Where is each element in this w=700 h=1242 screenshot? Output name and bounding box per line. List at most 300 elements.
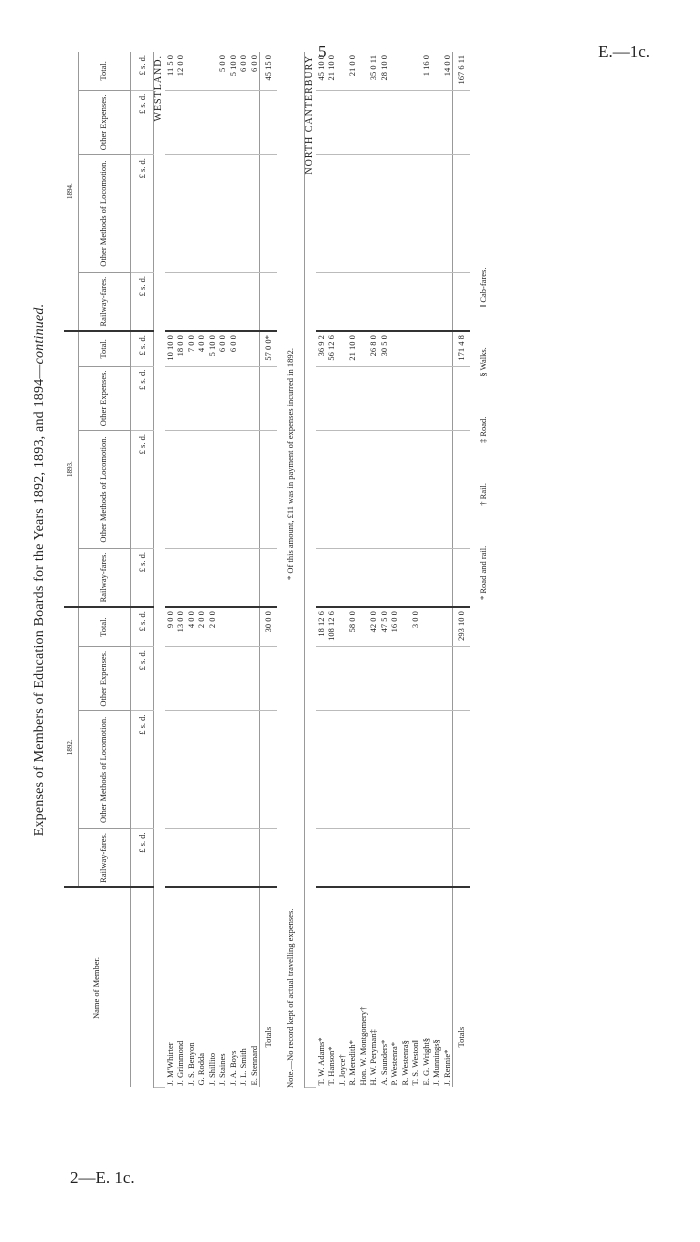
empty-cell — [410, 90, 421, 154]
units-row — [130, 52, 154, 1088]
footer-code: 2—E. 1c. — [70, 1168, 135, 1187]
empty-cell — [379, 829, 390, 888]
empty-cell — [400, 90, 411, 154]
empty-cell — [379, 366, 390, 430]
empty-cell — [400, 647, 411, 711]
table-row — [186, 52, 197, 1088]
westland-totals-row — [260, 52, 277, 1088]
empty-cell — [421, 647, 432, 711]
empty-cell — [186, 647, 197, 711]
empty-cell — [175, 273, 186, 332]
unit-cell: £ s. d. — [130, 829, 154, 888]
empty-cell — [368, 647, 379, 711]
empty-cell — [453, 548, 470, 607]
empty-cell — [421, 155, 432, 273]
empty-cell — [453, 273, 470, 332]
unit-cell: £ s. d. — [130, 90, 154, 154]
empty-cell — [442, 155, 453, 273]
total-1892: 42 0 0 — [368, 607, 379, 646]
empty-cell — [228, 431, 239, 549]
empty-cell — [337, 155, 348, 273]
totals-1893: 171 4 8 — [453, 331, 470, 366]
empty-cell — [453, 647, 470, 711]
empty-cell — [238, 548, 249, 607]
empty-cell — [249, 548, 260, 607]
member-name: T. Hanson* — [326, 1046, 336, 1086]
total-1892: 9 0 0 — [165, 607, 176, 646]
empty-cell — [316, 273, 327, 332]
north-canterbury-heading-row — [305, 52, 316, 1088]
empty-cell — [379, 711, 390, 829]
empty-cell — [389, 366, 400, 430]
empty-cell — [326, 647, 337, 711]
empty-cell — [421, 711, 432, 829]
total-1894: 21 0 0 — [347, 52, 358, 90]
empty-cell — [337, 647, 348, 711]
empty-cell — [228, 829, 239, 888]
empty-cell — [379, 548, 390, 607]
westland-heading-row — [154, 52, 165, 1088]
total-1893 — [358, 331, 369, 366]
table-row — [410, 52, 421, 1088]
empty-cell — [347, 431, 358, 549]
member-name: T. W. Adams* — [315, 1037, 326, 1086]
empty-cell — [249, 711, 260, 829]
empty-cell — [410, 273, 421, 332]
totals-label: Totals — [260, 888, 277, 1088]
empty-cell — [358, 431, 369, 549]
empty-cell — [431, 647, 442, 711]
total-1893 — [249, 331, 260, 366]
total-1892 — [431, 607, 442, 646]
expenses-table — [64, 52, 470, 1088]
empty-cell — [442, 273, 453, 332]
unit-cell: £ s. d. — [130, 647, 154, 711]
empty-cell — [165, 273, 176, 332]
total-1892 — [249, 607, 260, 646]
totals-1894: 45 15 0 — [260, 52, 277, 90]
empty-cell — [175, 829, 186, 888]
empty-cell — [165, 548, 176, 607]
table-row — [431, 52, 442, 1088]
rotated-table-page — [30, 40, 498, 1100]
total-1892 — [238, 607, 249, 646]
empty-cell — [175, 366, 186, 430]
empty-cell — [389, 155, 400, 273]
total-1892: 4 0 0 — [186, 607, 197, 646]
total-1893: 56 12 6 — [326, 331, 337, 366]
footnote: ‖ Cab-fares. — [478, 267, 488, 308]
empty-cell — [238, 431, 249, 549]
total-1892: 16 0 0 — [389, 607, 400, 646]
empty-cell — [238, 90, 249, 154]
empty-cell — [260, 273, 277, 332]
empty-cell — [316, 647, 327, 711]
empty-cell — [217, 366, 228, 430]
empty-cell — [217, 155, 228, 273]
unit-cell: £ s. d. — [130, 431, 154, 549]
empty-cell — [410, 366, 421, 430]
empty-cell — [431, 548, 442, 607]
empty-cell — [326, 90, 337, 154]
empty-cell — [217, 711, 228, 829]
total-1894: 5 0 0 — [217, 52, 228, 90]
total-1893: 4 0 0 — [196, 331, 207, 366]
totals-1892: 30 0 0 — [260, 607, 277, 646]
total-1894 — [431, 52, 442, 90]
empty-cell — [337, 273, 348, 332]
empty-cell — [249, 647, 260, 711]
empty-cell — [165, 711, 176, 829]
empty-cell — [175, 647, 186, 711]
empty-cell — [431, 90, 442, 154]
total-1894 — [196, 52, 207, 90]
empty-cell — [196, 829, 207, 888]
member-name: Hon. W. Montgomery† — [357, 1006, 368, 1086]
table-row — [249, 52, 260, 1088]
empty-cell — [228, 273, 239, 332]
empty-cell — [442, 829, 453, 888]
empty-cell — [165, 90, 176, 154]
empty-cell — [238, 273, 249, 332]
empty-cell — [410, 829, 421, 888]
empty-cell — [326, 711, 337, 829]
empty-cell — [358, 90, 369, 154]
empty-cell — [249, 366, 260, 430]
col-name-header: Name of Member. — [64, 888, 130, 1088]
empty-cell — [442, 647, 453, 711]
empty-cell — [316, 90, 327, 154]
empty-cell — [389, 711, 400, 829]
member-name: J. Rennie* — [441, 1049, 452, 1086]
total-1894: 6 0 0 — [238, 52, 249, 90]
total-1894 — [207, 52, 218, 90]
total-1894 — [358, 52, 369, 90]
empty-cell — [400, 829, 411, 888]
table-row — [368, 52, 379, 1088]
table-row — [442, 52, 453, 1088]
empty-cell — [228, 366, 239, 430]
member-name: J. Shillito — [206, 1052, 217, 1086]
col-locomotion-1893: Other Methods of Locomotion. — [78, 431, 130, 549]
empty-cell — [400, 366, 411, 430]
empty-cell — [347, 273, 358, 332]
total-1892: 3 0 0 — [410, 607, 421, 646]
empty-cell — [249, 90, 260, 154]
empty-cell — [217, 548, 228, 607]
empty-cell — [421, 366, 432, 430]
total-1893: 36 9 2 — [316, 331, 327, 366]
empty-cell — [207, 90, 218, 154]
empty-cell — [410, 647, 421, 711]
empty-cell — [347, 711, 358, 829]
unit-cell: £ s. d. — [130, 711, 154, 829]
table-row — [389, 52, 400, 1088]
empty-cell — [347, 155, 358, 273]
empty-cell — [316, 155, 327, 273]
table-row — [196, 52, 207, 1088]
empty-cell — [368, 155, 379, 273]
empty-cell — [260, 431, 277, 549]
empty-cell — [260, 548, 277, 607]
col-other-1892: Other Expenses. — [78, 647, 130, 711]
total-1892 — [337, 607, 348, 646]
empty-cell — [410, 431, 421, 549]
col-railway-1892: Railway-fares. — [78, 829, 130, 888]
empty-cell — [389, 90, 400, 154]
year-1892-header: 1892. — [64, 607, 78, 887]
member-name: G. Rodda — [196, 1052, 206, 1086]
empty-cell — [175, 548, 186, 607]
empty-cell — [368, 366, 379, 430]
empty-cell — [389, 548, 400, 607]
total-1893: 6 0 0 — [217, 331, 228, 366]
empty-cell — [410, 548, 421, 607]
footnotes — [478, 268, 488, 601]
member-name: R. Meredith* — [347, 1040, 357, 1086]
total-1893 — [400, 331, 411, 366]
empty-cell — [238, 155, 249, 273]
empty-cell — [379, 90, 390, 154]
empty-cell — [400, 273, 411, 332]
total-1892 — [400, 607, 411, 646]
member-name: J. L. Smith — [238, 1048, 248, 1086]
empty-cell — [453, 90, 470, 154]
empty-cell — [238, 711, 249, 829]
col-locomotion-1894: Other Methods of Locomotion. — [78, 155, 130, 273]
empty-cell — [316, 366, 327, 430]
table-row — [347, 52, 358, 1088]
empty-cell — [238, 829, 249, 888]
total-1893: 21 10 0 — [347, 331, 358, 366]
empty-cell — [186, 155, 197, 273]
table-row — [175, 52, 186, 1088]
empty-cell — [347, 90, 358, 154]
totals-1893: 57 0 0* — [260, 331, 277, 366]
empty-cell — [379, 273, 390, 332]
member-name: E. Stennard — [248, 1045, 259, 1086]
member-name: J. Staines — [217, 1053, 227, 1086]
table-row — [421, 52, 432, 1088]
empty-cell — [249, 155, 260, 273]
empty-cell — [337, 90, 348, 154]
empty-cell — [379, 647, 390, 711]
empty-cell — [186, 431, 197, 549]
empty-cell — [326, 829, 337, 888]
empty-cell — [442, 366, 453, 430]
table-row — [358, 52, 369, 1088]
empty-cell — [260, 647, 277, 711]
unit-cell: £ s. d. — [130, 331, 154, 366]
total-1892: 13 0 0 — [175, 607, 186, 646]
empty-cell — [389, 647, 400, 711]
empty-cell — [431, 366, 442, 430]
year-1893-header: 1893. — [64, 331, 78, 607]
total-1894: 5 10 0 — [228, 52, 239, 90]
empty-cell — [316, 711, 327, 829]
total-1894: 1 16 0 — [421, 52, 432, 90]
total-1892: 2 0 0 — [196, 607, 207, 646]
empty-cell — [186, 711, 197, 829]
empty-cell — [368, 90, 379, 154]
empty-cell — [207, 155, 218, 273]
empty-cell — [400, 431, 411, 549]
totals-1894: 167 6 11 — [453, 52, 470, 90]
empty-cell — [217, 90, 228, 154]
footnote: § Walks. — [478, 347, 488, 377]
member-name: J. Joyce† — [336, 1054, 347, 1086]
empty-cell — [196, 711, 207, 829]
table-row — [379, 52, 390, 1088]
empty-cell — [260, 90, 277, 154]
total-1894: 11 5 0 — [165, 52, 176, 90]
empty-cell — [347, 548, 358, 607]
empty-cell — [260, 711, 277, 829]
total-1894: 12 0 0 — [175, 52, 186, 90]
empty-cell — [358, 647, 369, 711]
empty-cell — [431, 155, 442, 273]
total-1894: 45 10 0 — [316, 52, 327, 90]
north-canterbury-heading: NORTH CANTERBURY — [305, 52, 316, 1088]
col-railway-1894: Railway-fares. — [78, 273, 130, 332]
empty-cell — [410, 155, 421, 273]
empty-cell — [186, 273, 197, 332]
total-1892 — [421, 607, 432, 646]
col-other-1893: Other Expenses. — [78, 366, 130, 430]
empty-cell — [207, 366, 218, 430]
unit-cell: £ s. d. — [130, 52, 154, 90]
empty-cell — [249, 273, 260, 332]
empty-cell — [207, 829, 218, 888]
empty-cell — [358, 273, 369, 332]
empty-cell — [431, 431, 442, 549]
col-locomotion-1892: Other Methods of Locomotion. — [78, 711, 130, 829]
empty-cell — [326, 548, 337, 607]
empty-cell — [453, 829, 470, 888]
empty-cell — [316, 431, 327, 549]
total-1893 — [389, 331, 400, 366]
empty-cell — [207, 711, 218, 829]
total-1893: 10 10 0 — [165, 331, 176, 366]
col-other-1894: Other Expenses. — [78, 90, 130, 154]
empty-cell — [175, 711, 186, 829]
empty-cell — [249, 829, 260, 888]
total-1893 — [442, 331, 453, 366]
empty-cell — [358, 829, 369, 888]
empty-cell — [442, 90, 453, 154]
title-continued: continued. — [32, 303, 47, 365]
empty-cell — [431, 273, 442, 332]
empty-cell — [196, 90, 207, 154]
total-1892: 58 0 0 — [347, 607, 358, 646]
table-row — [217, 52, 228, 1088]
empty-cell — [347, 829, 358, 888]
footnote: † Rail. — [478, 483, 488, 506]
total-1894 — [337, 52, 348, 90]
empty-cell — [175, 155, 186, 273]
empty-cell — [326, 273, 337, 332]
page-number: 5 — [318, 42, 327, 61]
unit-cell: £ s. d. — [130, 366, 154, 430]
totals-1892: 293 10 0 — [453, 607, 470, 646]
empty-cell — [196, 155, 207, 273]
total-1892: 47 5 0 — [379, 607, 390, 646]
total-1893: 30 5 0 — [379, 331, 390, 366]
total-1894: 6 0 0 — [249, 52, 260, 90]
empty-cell — [196, 647, 207, 711]
empty-cell — [217, 829, 228, 888]
empty-cell — [186, 366, 197, 430]
empty-cell — [421, 273, 432, 332]
empty-cell — [421, 90, 432, 154]
empty-cell — [207, 431, 218, 549]
total-1894 — [400, 52, 411, 90]
westland-footnote: * Of this amount, £11 was in payment of expenses incurred in 1892. — [285, 348, 295, 580]
unit-cell: £ s. d. — [130, 548, 154, 607]
total-1894 — [410, 52, 421, 90]
empty-cell — [421, 431, 432, 549]
total-1893 — [431, 331, 442, 366]
empty-cell — [316, 829, 327, 888]
total-1892 — [217, 607, 228, 646]
table-title — [32, 40, 48, 1100]
totals-label: Totals — [453, 888, 470, 1088]
empty-cell — [207, 647, 218, 711]
member-name: T. S. Weston‖ — [410, 1040, 420, 1086]
empty-cell — [337, 431, 348, 549]
empty-cell — [207, 273, 218, 332]
empty-cell — [337, 711, 348, 829]
total-1893: 5 10 0 — [207, 331, 218, 366]
col-railway-1893: Railway-fares. — [78, 548, 130, 607]
empty-cell — [337, 548, 348, 607]
document-code: E.—1c. — [598, 42, 650, 61]
empty-cell — [186, 829, 197, 888]
total-1894 — [389, 52, 400, 90]
empty-cell — [389, 431, 400, 549]
total-1893 — [337, 331, 348, 366]
empty-cell — [175, 90, 186, 154]
member-name: J. M'Whirter — [164, 1042, 175, 1086]
total-1893 — [421, 331, 432, 366]
total-1894: 35 0 11 — [368, 52, 379, 90]
empty-cell — [368, 829, 379, 888]
total-1893: 7 0 0 — [186, 331, 197, 366]
empty-cell — [389, 829, 400, 888]
total-1892: 2 0 0 — [207, 607, 218, 646]
empty-cell — [368, 548, 379, 607]
total-1893: 26 8 0 — [368, 331, 379, 366]
empty-cell — [400, 548, 411, 607]
total-1893: 18 0 0 — [175, 331, 186, 366]
total-1892 — [442, 607, 453, 646]
empty-cell — [207, 548, 218, 607]
table-row — [326, 52, 337, 1088]
empty-cell — [358, 366, 369, 430]
empty-cell — [368, 431, 379, 549]
empty-cell — [326, 366, 337, 430]
empty-cell — [337, 829, 348, 888]
empty-cell — [453, 711, 470, 829]
empty-cell — [228, 548, 239, 607]
empty-cell — [228, 90, 239, 154]
empty-cell — [196, 273, 207, 332]
empty-cell — [175, 431, 186, 549]
table-body — [130, 52, 470, 1088]
north-canterbury-totals-row — [453, 52, 470, 1088]
empty-cell — [217, 431, 228, 549]
empty-cell — [228, 711, 239, 829]
